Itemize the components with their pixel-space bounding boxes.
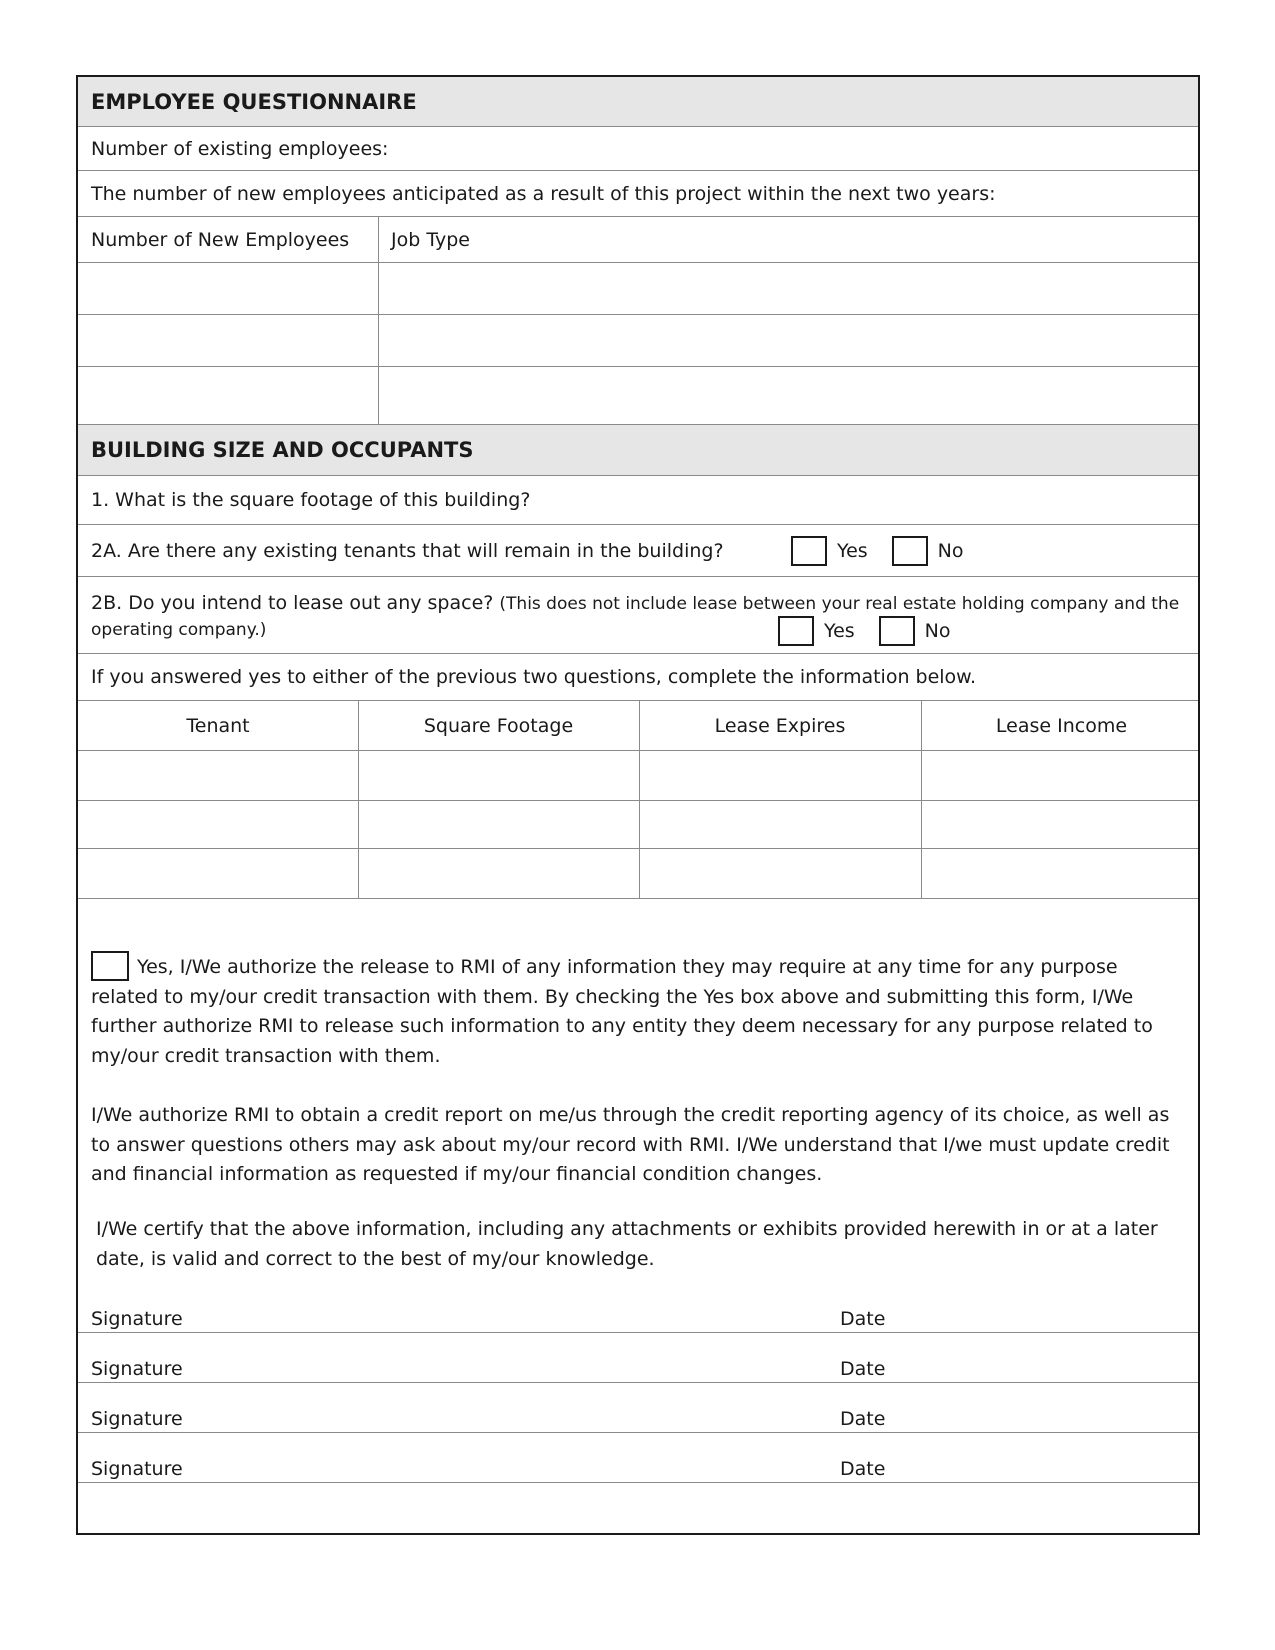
authorize-release-checkbox[interactable] — [91, 951, 129, 981]
existing-employees-field[interactable] — [78, 127, 1198, 171]
employees-table-row[interactable] — [78, 263, 1198, 315]
form-container — [76, 75, 1200, 1535]
authorization-paragraph-1: Yes, I/We authorize the release to RMI of any information they may require at any time for any purpose related to my/our credit transaction with them. By checking the Yes box above and submitting this form, I/We further authorize RMI to release such information to any entity they deem necessary for any purpose related to my/our credit transaction with them. — [91, 953, 1178, 1071]
no-checkbox-2b[interactable] — [879, 616, 915, 646]
question-lease-space: 2B. Do you intend to lease out any space? (This does not include lease between your real estate holding company and the operating company.) — [91, 592, 1180, 640]
section-title: EMPLOYEE QUESTIONNAIRE — [91, 89, 417, 114]
signature-line[interactable] — [78, 1383, 1198, 1433]
authorization-paragraph-2: I/We authorize RMI to obtain a credit report on me/us through the credit reporting agency of its choice, as well as to answer questions others may ask about my/our record with RMI. I/We understand that I/we must update credit and financial information as requested if my/our financial condition changes. — [91, 1104, 1170, 1185]
signature-label: Signature — [91, 1308, 183, 1330]
date-label: Date — [840, 1458, 886, 1480]
square-footage-field[interactable] — [78, 476, 1198, 525]
employees-table-row[interactable] — [78, 315, 1198, 367]
certification-paragraph: I/We certify that the above information, including any attachments or exhibits provided herewith in or at a later date, is valid and correct to the best of my/our knowledge. — [96, 1218, 1158, 1270]
tenant-table-row[interactable] — [78, 751, 1198, 801]
yes-checkbox-2a[interactable] — [791, 536, 827, 566]
no-checkbox-2a[interactable] — [892, 536, 928, 566]
date-label: Date — [840, 1358, 886, 1380]
existing-employees-label: Number of existing employees: — [91, 137, 389, 160]
section-header-building — [78, 425, 1198, 476]
new-employees-prompt-row — [78, 171, 1198, 217]
signature-line[interactable] — [78, 1287, 1198, 1333]
header-tenant: Tenant — [186, 714, 250, 737]
date-label: Date — [840, 1308, 886, 1330]
section-title: BUILDING SIZE AND OCCUPANTS — [91, 438, 474, 462]
lease-note: (This does not include lease between your real estate holding company and the operating company.) — [91, 594, 1180, 640]
question-2a-row — [78, 525, 1198, 577]
header-lease-expires: Lease Expires — [714, 714, 846, 737]
tenant-table-row[interactable] — [78, 849, 1198, 899]
signature-label: Signature — [91, 1408, 183, 1430]
no-label: No — [937, 539, 964, 562]
date-label: Date — [840, 1408, 886, 1430]
new-employees-prompt: The number of new employees anticipated as a result of this project within the next two years: — [91, 182, 996, 205]
tenant-table-header — [78, 701, 1198, 751]
header-job-type: Job Type — [391, 228, 470, 251]
header-lease-income: Lease Income — [995, 714, 1128, 737]
section-header-employee — [78, 77, 1198, 127]
signature-label: Signature — [91, 1358, 183, 1380]
yes-checkbox-2b[interactable] — [778, 616, 814, 646]
signature-label: Signature — [91, 1458, 183, 1480]
employees-table-row[interactable] — [78, 367, 1198, 425]
no-label: No — [924, 620, 951, 642]
employees-table-header — [78, 217, 1198, 263]
question-square-footage: 1. What is the square footage of this building? — [91, 489, 531, 511]
header-square-footage: Square Footage — [423, 714, 574, 737]
signature-line[interactable] — [78, 1333, 1198, 1383]
yes-label: Yes — [824, 620, 855, 642]
tenant-instructions: If you answered yes to either of the previous two questions, complete the information below. — [91, 666, 977, 688]
header-number-new-employees: Number of New Employees — [91, 228, 350, 251]
instructions-row — [78, 654, 1198, 701]
question-existing-tenants: 2A. Are there any existing tenants that will remain in the building? — [91, 539, 724, 562]
yes-label: Yes — [837, 539, 868, 562]
signature-line[interactable] — [78, 1433, 1198, 1483]
question-2b-row — [78, 577, 1198, 654]
tenant-table-row[interactable] — [78, 801, 1198, 849]
